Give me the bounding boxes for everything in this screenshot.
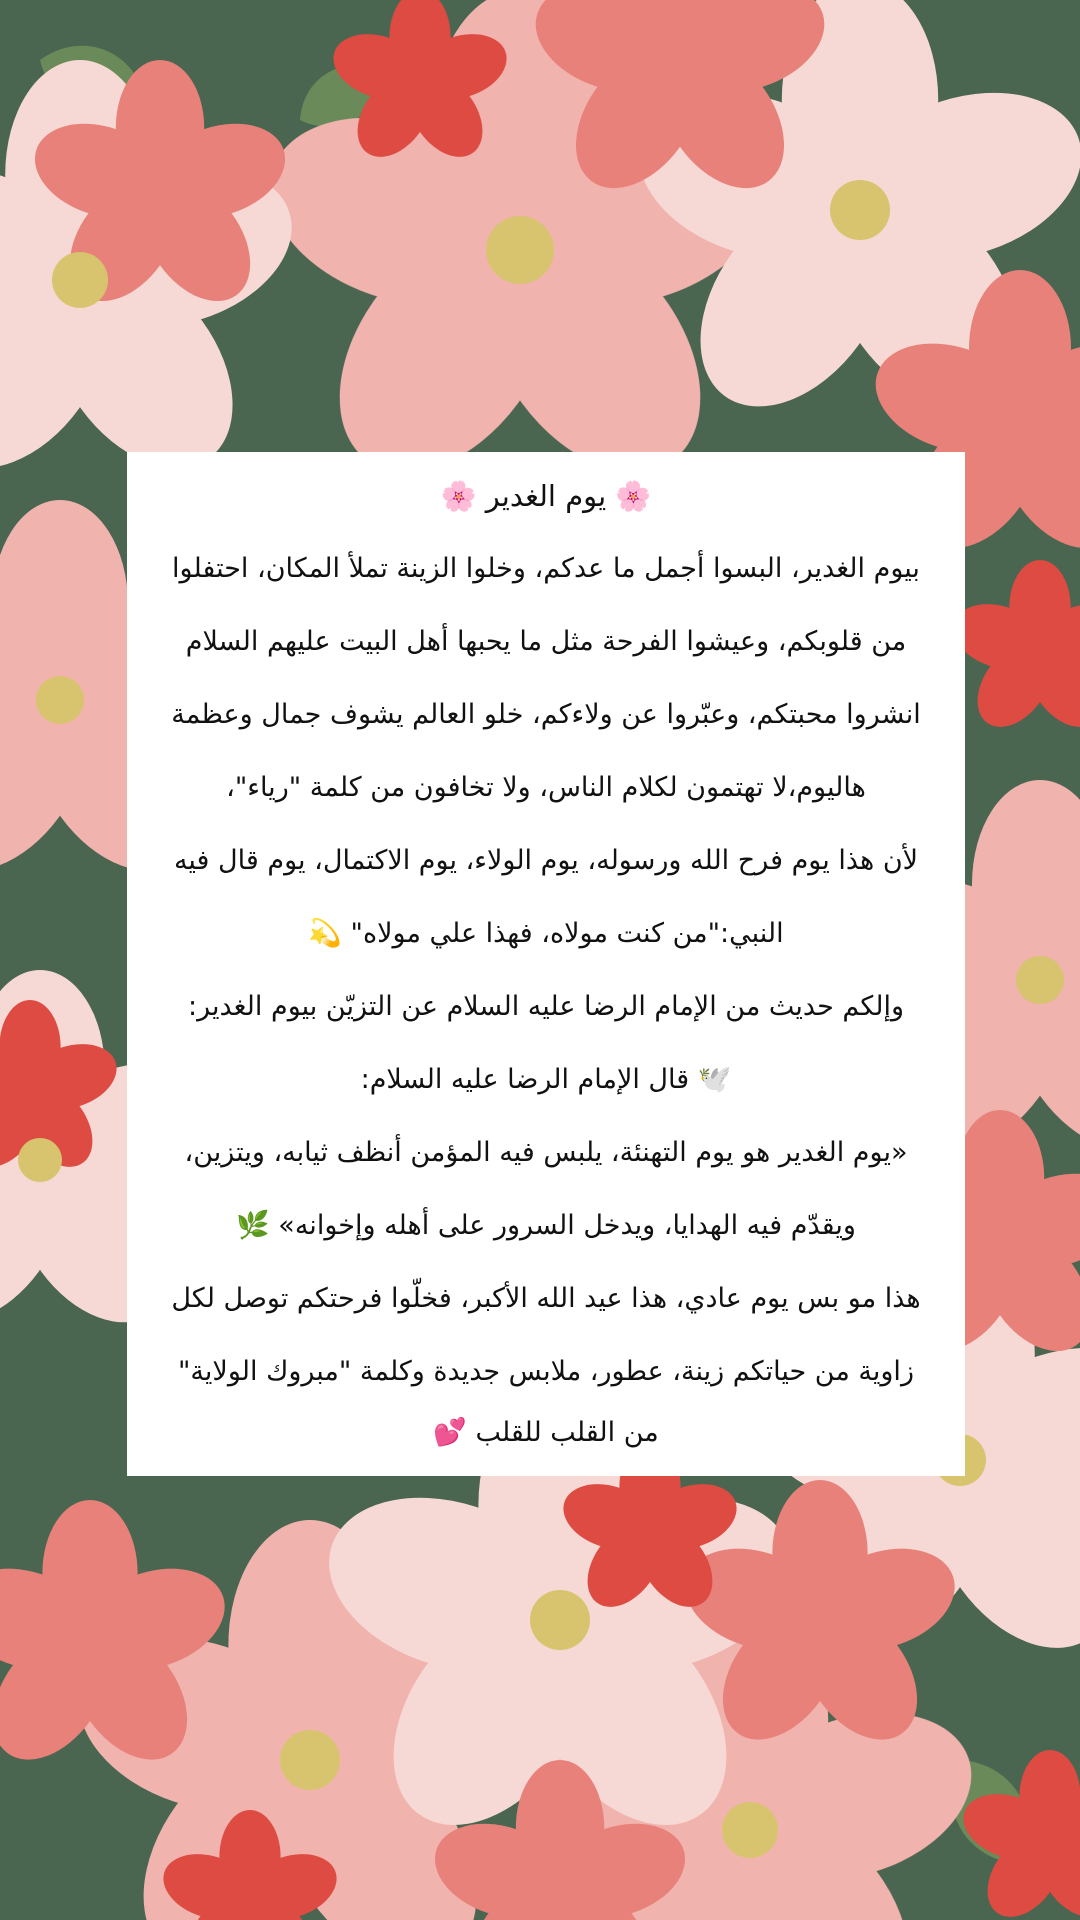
card-title: 🌸 يوم الغدير 🌸: [440, 479, 652, 513]
card-line-7: وإلكم حديث من الإمام الرضا عليه السلام عن التزيّن بيوم الغدير:: [187, 991, 905, 1022]
card-line-8: 🕊️ قال الإمام الرضا عليه السلام:: [360, 1064, 732, 1095]
card-line-13: من القلب للقلب 💕: [433, 1417, 659, 1448]
card-line-3: انشروا محبتكم، وعبّروا عن ولاءكم، خلو العالم يشوف جمال وعظمة: [171, 699, 921, 730]
card-line-9: «يوم الغدير هو يوم التهنئة، يلبس فيه المؤمن أنظف ثيابه، ويتزين،: [184, 1137, 908, 1168]
card-line-6: النبي:"من كنت مولاه، فهذا علي مولاه" 💫: [308, 918, 784, 949]
card-line-11: هذا مو بس يوم عادي، هذا عيد الله الأكبر، فخلّوا فرحتكم توصل لكل: [171, 1283, 921, 1314]
card-line-4: هاليوم،لا تهتمون لكلام الناس، ولا تخافون من كلمة "رياء"،: [226, 772, 866, 803]
card-line-10: ويقدّم فيه الهدايا، ويدخل السرور على أهله وإخوانه» 🌿: [236, 1210, 856, 1241]
text-card: [127, 452, 965, 1476]
card-line-12: زاوية من حياتكم زينة، عطور، ملابس جديدة وكلمة "مبروك الولاية": [178, 1356, 914, 1387]
card-line-1: بيوم الغدير، البسوا أجمل ما عدكم، وخلوا الزينة تملأ المكان، احتفلوا: [172, 553, 920, 584]
card-line-5: لأن هذا يوم فرح الله ورسوله، يوم الولاء، يوم الاكتمال، يوم قال فيه: [173, 845, 919, 876]
card-line-2: من قلوبكم، وعيشوا الفرحة مثل ما يحبها أهل البيت عليهم السلام: [185, 626, 907, 657]
